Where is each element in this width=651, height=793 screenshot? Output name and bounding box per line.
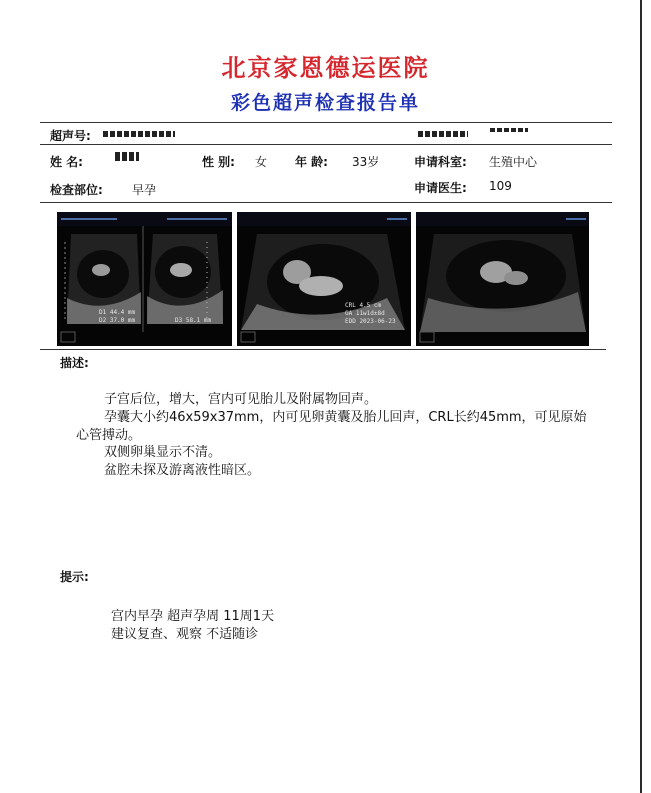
dept-value: 生殖中心	[489, 155, 538, 169]
description-line-2: 孕囊大小约46x59x37mm，内可见卵黄囊及胎儿回声，CRL长约45mm，可见原始	[104, 410, 587, 425]
age-label: 年 龄:	[295, 155, 328, 169]
age-value: 33岁	[352, 155, 380, 169]
hospital-name: 北京家恩德运医院	[221, 53, 430, 82]
doctor-label: 申请医生:	[414, 181, 467, 195]
overlay-d1: D1 44.4 mm	[99, 309, 136, 316]
sex-label: 性 别:	[202, 155, 235, 169]
redacted-ultrasound-no	[103, 131, 175, 137]
overlay-ga: GA 11w1d±8d	[345, 310, 385, 317]
exam-site-value: 早孕	[132, 183, 157, 197]
ultrasound-image-2	[237, 212, 411, 346]
images-bottom-rule	[40, 349, 606, 350]
overlay-edd: EDD 2023-06-23	[345, 318, 396, 325]
description-label: 描述:	[60, 356, 89, 370]
redacted-field-b	[490, 128, 528, 132]
row-rule	[40, 144, 612, 145]
overlay-crl: CRL 4.5 cm	[345, 302, 382, 309]
ultrasound-image-1	[57, 212, 232, 346]
sex-value: 女	[255, 155, 268, 169]
redacted-field-a	[418, 131, 468, 137]
conclusion-label: 提示:	[60, 570, 89, 584]
dept-label: 申请科室:	[414, 155, 467, 169]
top-rule	[40, 122, 612, 123]
info-bottom-rule	[40, 202, 612, 203]
exam-site-label: 检查部位:	[50, 183, 103, 197]
conclusion-line-1: 宫内早孕 超声孕周 11周1天	[111, 609, 275, 624]
conclusion-line-2: 建议复查、观察 不适随诊	[111, 627, 259, 642]
ultrasound-no-label: 超声号:	[50, 129, 91, 143]
ultrasound-image-3	[416, 212, 589, 346]
description-line-1: 子宫后位，增大，宫内可见胎儿及附属物回声。	[104, 392, 378, 407]
description-line-4: 双侧卵巢显示不清。	[104, 445, 222, 460]
doctor-value: 109	[489, 179, 512, 193]
report-title: 彩色超声检查报告单	[230, 92, 420, 114]
overlay-d3: D3 58.1 mm	[175, 317, 212, 324]
redacted-name	[115, 152, 139, 161]
description-line-5: 盆腔未探及游离液性暗区。	[104, 463, 261, 478]
description-line-3: 心管搏动。	[76, 428, 142, 443]
page-edge	[640, 0, 642, 793]
name-label: 姓 名:	[50, 155, 83, 169]
overlay-d2: D2 37.0 mm	[99, 317, 136, 324]
